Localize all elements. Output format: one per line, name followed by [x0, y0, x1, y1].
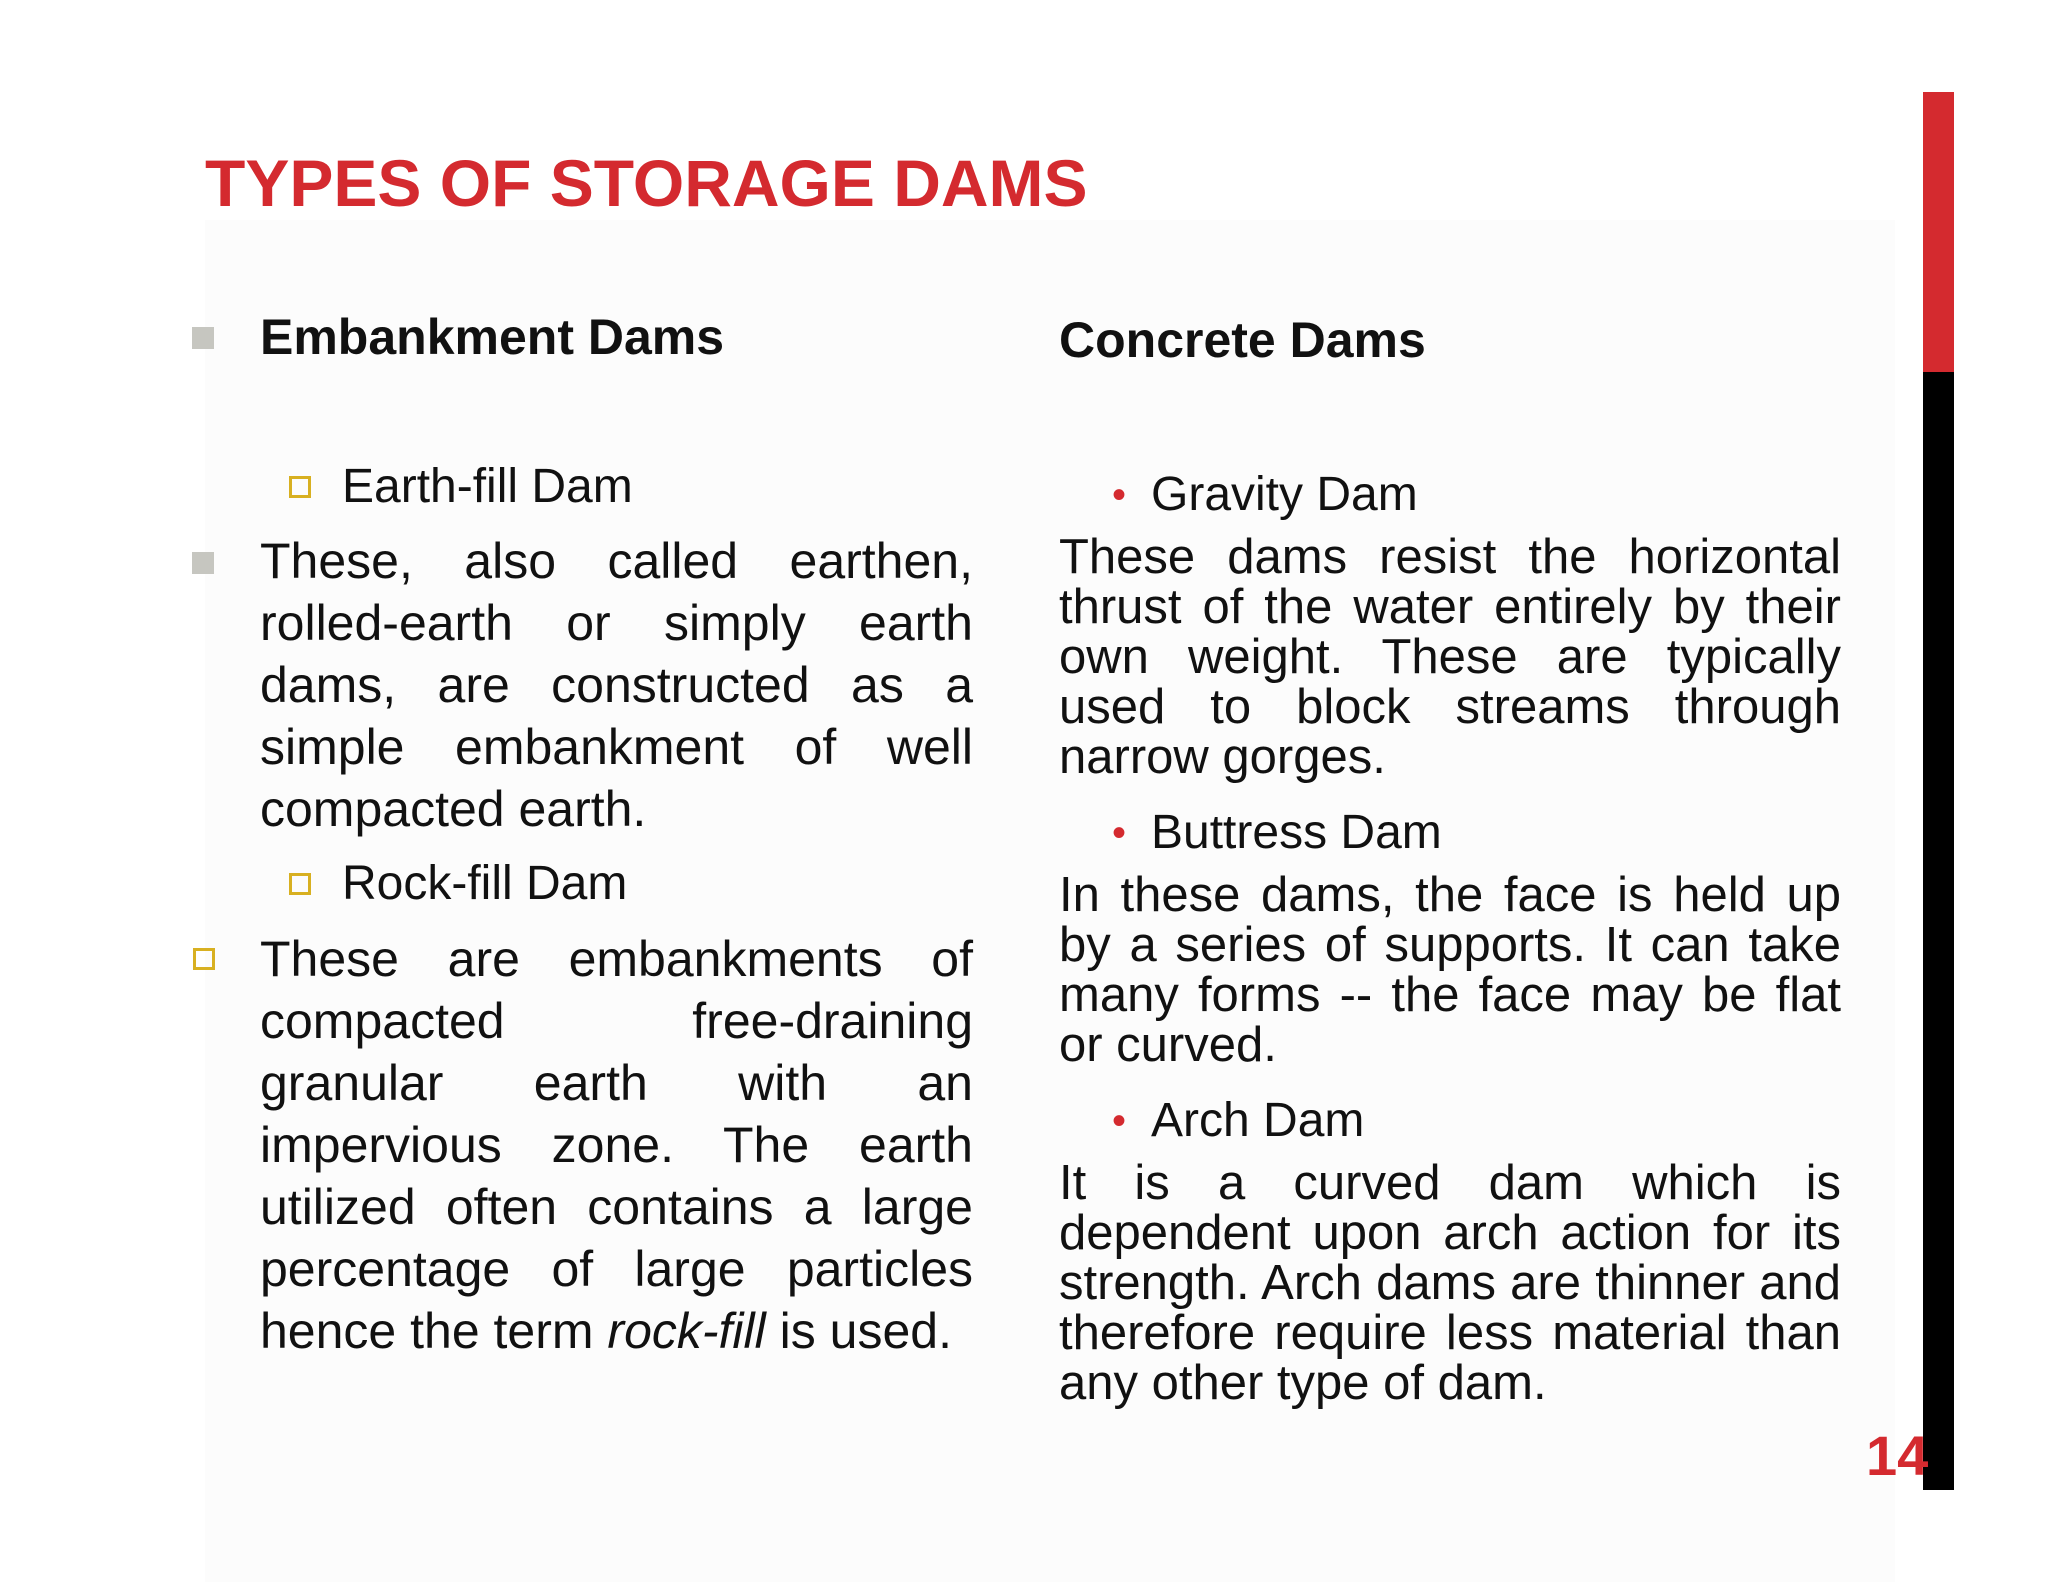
- box-bullet-icon: [289, 476, 311, 498]
- gravity-dam-description: These dams resist the horizontal thrust of the water entirely by their own weight. These are typically used to block streams through narrow gorges.: [1059, 530, 1841, 784]
- page-number: 14: [1866, 1424, 1929, 1487]
- dot-bullet-icon: •: [1112, 1099, 1127, 1143]
- dot-bullet-icon: •: [1112, 473, 1127, 517]
- concrete-dams-heading: Concrete Dams: [1059, 312, 1426, 368]
- buttress-dam-description: In these dams, the face is held up by a series of supports. It can take many forms -- the face may be flat or curved.: [1059, 868, 1841, 1072]
- gravity-dam-label: Gravity Dam: [1151, 468, 1418, 521]
- box-bullet-icon: [193, 948, 215, 970]
- square-bullet-icon: [192, 552, 214, 574]
- rock-fill-text-part2: is used.: [765, 1303, 952, 1359]
- box-bullet-icon: [289, 873, 311, 895]
- arch-dam-label: Arch Dam: [1151, 1094, 1365, 1147]
- accent-bar-red: [1923, 92, 1954, 372]
- buttress-dam-label: Buttress Dam: [1151, 806, 1442, 859]
- arch-dam-description: It is a curved dam which is dependent upon arch action for its strength. Arch dams are thinner and therefore require less material than any other type of dam.: [1059, 1156, 1841, 1410]
- rock-fill-dam-description: [260, 928, 973, 1362]
- accent-bar-black: [1923, 372, 1954, 1490]
- rock-fill-dam-label: Rock-fill Dam: [342, 857, 628, 910]
- dot-bullet-icon: •: [1112, 811, 1127, 855]
- earth-fill-dam-description: These, also called earthen, rolled-earth or simply earth dams, are constructed as a simple embankment of well compacted earth.: [260, 533, 973, 837]
- square-bullet-icon: [192, 327, 214, 349]
- rock-fill-text-part1: These are embankments of compacted free-draining granular earth with an impervious zone. The earth utilized often contains a large percentage of large particles hence the term: [260, 931, 973, 1359]
- earth-fill-dam-label: Earth-fill Dam: [342, 460, 633, 513]
- rock-fill-term: rock-fill: [607, 1303, 766, 1359]
- slide-title: TYPES OF STORAGE DAMS: [205, 146, 1088, 220]
- embankment-dams-heading: Embankment Dams: [260, 309, 725, 365]
